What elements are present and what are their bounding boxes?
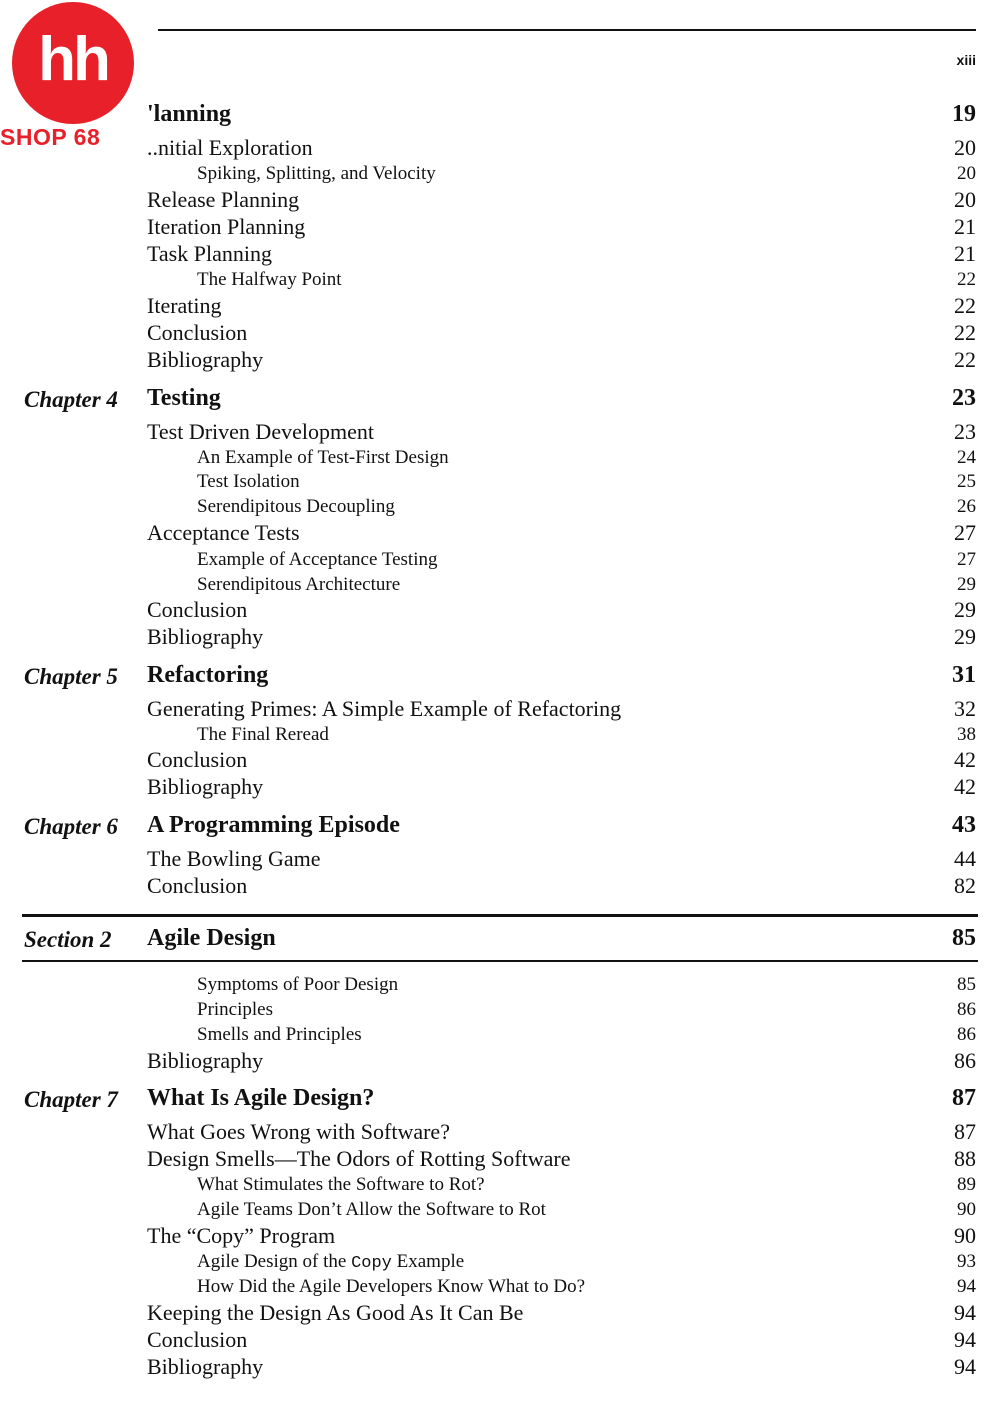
- toc-entry: [0, 1048, 1000, 1074]
- toc-entry-label: Chapter 7: [24, 1087, 118, 1112]
- toc-entry: [0, 774, 1000, 800]
- toc-entry: [0, 1173, 1000, 1199]
- toc-entry-page: 86: [957, 999, 976, 1020]
- toc-entry-page: 90: [957, 1199, 976, 1220]
- toc-entry-title: A Programming Episode: [147, 812, 400, 838]
- toc-entry-page: 42: [954, 747, 976, 772]
- toc-entry-page: 29: [954, 597, 976, 622]
- toc-entry-page: 42: [954, 774, 976, 799]
- toc-entry-page: 94: [954, 1300, 976, 1325]
- toc-entry-title: What Stimulates the Software to Rot?: [197, 1174, 485, 1195]
- toc-entry-title: Bibliography: [147, 624, 264, 649]
- toc-entry-label: Chapter 6: [24, 814, 118, 839]
- toc-entry: [0, 1198, 1000, 1224]
- toc-entry-page: 26: [957, 496, 976, 517]
- toc-entry: [0, 846, 1000, 872]
- toc-entry-page: 29: [957, 574, 976, 595]
- toc-entry-page: 85: [952, 925, 976, 951]
- toc-entry: [0, 385, 1000, 411]
- toc-entry-title: Acceptance Tests: [147, 520, 300, 545]
- toc-entry-title: Iterating: [147, 293, 222, 318]
- toc-entry-title: Serendipitous Architecture: [197, 574, 401, 595]
- toc-entry-page: 20: [954, 187, 976, 212]
- toc-entry-title: Iteration Planning: [147, 214, 306, 239]
- watermark-logo: [12, 2, 134, 124]
- toc-entry-title-suffix: Example: [391, 1251, 465, 1272]
- section-rule-bottom: [22, 960, 978, 962]
- toc-entry-page: 20: [957, 163, 976, 184]
- toc-entry-title: The “Copy” Program: [147, 1223, 336, 1248]
- toc-entry-page: 94: [954, 1327, 976, 1352]
- toc-entry-page: 22: [957, 269, 976, 290]
- toc-entry-title: The Bowling Game: [147, 846, 321, 871]
- toc-entry-title: Bibliography: [147, 347, 264, 372]
- toc-entry-page: 89: [957, 1174, 976, 1195]
- toc-entry-label: Chapter 4: [24, 387, 118, 412]
- toc-entry-page: 19: [952, 101, 976, 127]
- toc-entry-page: 23: [952, 385, 976, 411]
- toc-entry-label: Section 2: [24, 927, 112, 952]
- toc-entry-title: Testing: [147, 385, 221, 411]
- toc-entry-page: 22: [954, 320, 976, 345]
- toc-entry-title: Test Isolation: [197, 471, 300, 492]
- toc-entry-page: 94: [957, 1276, 976, 1297]
- toc-entry-title: 'lanning: [147, 101, 232, 127]
- toc-entry-title: ..nitial Exploration: [147, 135, 313, 160]
- toc-entry-title: What Is Agile Design?: [147, 1085, 375, 1111]
- toc-entry: [0, 723, 1000, 749]
- toc-entry: [0, 873, 1000, 899]
- toc-entry: [0, 998, 1000, 1024]
- toc-entry-title: Refactoring: [147, 662, 269, 688]
- toc-entry-page: 93: [957, 1251, 976, 1272]
- toc-entry-title: Example of Acceptance Testing: [197, 549, 438, 570]
- toc-entry: [0, 1250, 1000, 1276]
- toc-entry: [0, 747, 1000, 773]
- toc-entry-title: How Did the Agile Developers Know What to Do?: [197, 1276, 586, 1297]
- toc-entry-title-code: Copy: [351, 1254, 392, 1273]
- toc-entry-page: 38: [957, 724, 976, 745]
- toc-entry-title: The Halfway Point: [197, 269, 342, 290]
- toc-entry-page: 21: [954, 214, 976, 239]
- toc-entry-title: Spiking, Splitting, and Velocity: [197, 163, 436, 184]
- watermark-caption: SHOP 68: [0, 124, 104, 151]
- toc-entry: [0, 812, 1000, 838]
- toc-entry-title: The Final Reread: [197, 724, 329, 745]
- toc-entry: [0, 135, 1000, 161]
- toc-entry-title: Serendipitous Decoupling: [197, 496, 395, 517]
- toc-entry: [0, 446, 1000, 472]
- toc-entry-page: 31: [952, 662, 976, 688]
- toc-entry: [0, 597, 1000, 623]
- toc-entry-page: 86: [957, 1024, 976, 1045]
- toc-entry-title: Smells and Principles: [197, 1024, 362, 1045]
- toc-entry: [0, 1146, 1000, 1172]
- toc-entry: [0, 662, 1000, 688]
- toc-entry-page: 90: [954, 1223, 976, 1248]
- toc-entry-title-text: Agile Design of the: [197, 1251, 352, 1272]
- toc-entry-page: 44: [954, 846, 976, 871]
- toc-entry-page: 27: [957, 549, 976, 570]
- toc-entry-title: Agile Design: [147, 925, 276, 951]
- toc-entry: [0, 347, 1000, 373]
- toc-entry: [0, 470, 1000, 496]
- section-rule-top: [22, 914, 978, 917]
- toc-entry: [0, 548, 1000, 574]
- watermark-logo-text: hh: [38, 24, 108, 94]
- toc-entry: [0, 624, 1000, 650]
- toc-entry-page: 23: [954, 419, 976, 444]
- toc-entry: [0, 419, 1000, 445]
- toc-entry: [0, 573, 1000, 599]
- toc-entry: [0, 1023, 1000, 1049]
- toc-entry-page: 86: [954, 1048, 976, 1073]
- toc-entry-page: 22: [954, 347, 976, 372]
- toc-entry-title: Conclusion: [147, 320, 248, 345]
- toc-entry-page: 24: [957, 447, 976, 468]
- toc-entry-title: What Goes Wrong with Software?: [147, 1119, 450, 1144]
- toc-entry: [0, 320, 1000, 346]
- toc-entry-title: Principles: [197, 999, 273, 1020]
- toc-entry: [0, 925, 1000, 951]
- toc-entry-title: Release Planning: [147, 187, 300, 212]
- toc-entry-page: 29: [954, 624, 976, 649]
- toc-entry-page: 25: [957, 471, 976, 492]
- toc-entry-title: Conclusion: [147, 597, 248, 622]
- toc-entry: [0, 214, 1000, 240]
- toc-entry: [0, 241, 1000, 267]
- toc-entry: [0, 268, 1000, 294]
- toc-entry: [0, 1085, 1000, 1111]
- header-rule: [158, 29, 976, 31]
- toc-entry: [0, 1327, 1000, 1353]
- toc-entry: [0, 101, 1000, 127]
- toc-entry: [0, 1300, 1000, 1326]
- toc-entry-page: 43: [952, 812, 976, 838]
- toc-entry-page: 94: [954, 1354, 976, 1379]
- toc-entry: [0, 973, 1000, 999]
- toc-entry-title: Generating Primes: A Simple Example of Refactoring: [147, 696, 622, 721]
- toc-entry-title: Keeping the Design As Good As It Can Be: [147, 1300, 524, 1325]
- toc-entry: [0, 1354, 1000, 1380]
- toc-entry-page: 22: [954, 293, 976, 318]
- toc-entry-page: 88: [954, 1146, 976, 1171]
- toc-entry: [0, 162, 1000, 188]
- toc-entry: [0, 696, 1000, 722]
- toc-entry-page: 27: [954, 520, 976, 545]
- toc-entry-page: 87: [952, 1085, 976, 1111]
- toc-entry-title: Task Planning: [147, 241, 272, 266]
- toc-entry: [0, 187, 1000, 213]
- page-number: xiii: [956, 52, 976, 68]
- toc-entry-title: Bibliography: [147, 774, 264, 799]
- toc-entry-page: 21: [954, 241, 976, 266]
- toc-entry: [0, 1275, 1000, 1301]
- toc-entry-title: An Example of Test-First Design: [197, 447, 449, 468]
- toc-entry-page: 20: [954, 135, 976, 160]
- toc-entry-page: 85: [957, 974, 976, 995]
- toc-entry-title: Conclusion: [147, 747, 248, 772]
- toc-entry-title: Bibliography: [147, 1354, 264, 1379]
- toc-entry-page: 82: [954, 873, 976, 898]
- toc-entry-title: Conclusion: [147, 1327, 248, 1352]
- toc-entry-title: Symptoms of Poor Design: [197, 974, 399, 995]
- toc-entry-title: Agile Teams Don’t Allow the Software to Rot: [197, 1199, 546, 1220]
- toc-entry-title: Conclusion: [147, 873, 248, 898]
- toc-entry: [0, 1119, 1000, 1145]
- toc-entry: [0, 495, 1000, 521]
- toc-entry: [0, 293, 1000, 319]
- toc-entry-title: Test Driven Development: [147, 419, 374, 444]
- toc-entry: [0, 1223, 1000, 1249]
- toc-entry-title: [197, 1251, 464, 1273]
- toc-entry-title: Design Smells—The Odors of Rotting Software: [147, 1146, 571, 1171]
- toc-entry-page: 87: [954, 1119, 976, 1144]
- toc-entry-title: Bibliography: [147, 1048, 264, 1073]
- toc-entry-label: Chapter 5: [24, 664, 118, 689]
- toc-entry: [0, 520, 1000, 546]
- toc-entry-page: 32: [954, 696, 976, 721]
